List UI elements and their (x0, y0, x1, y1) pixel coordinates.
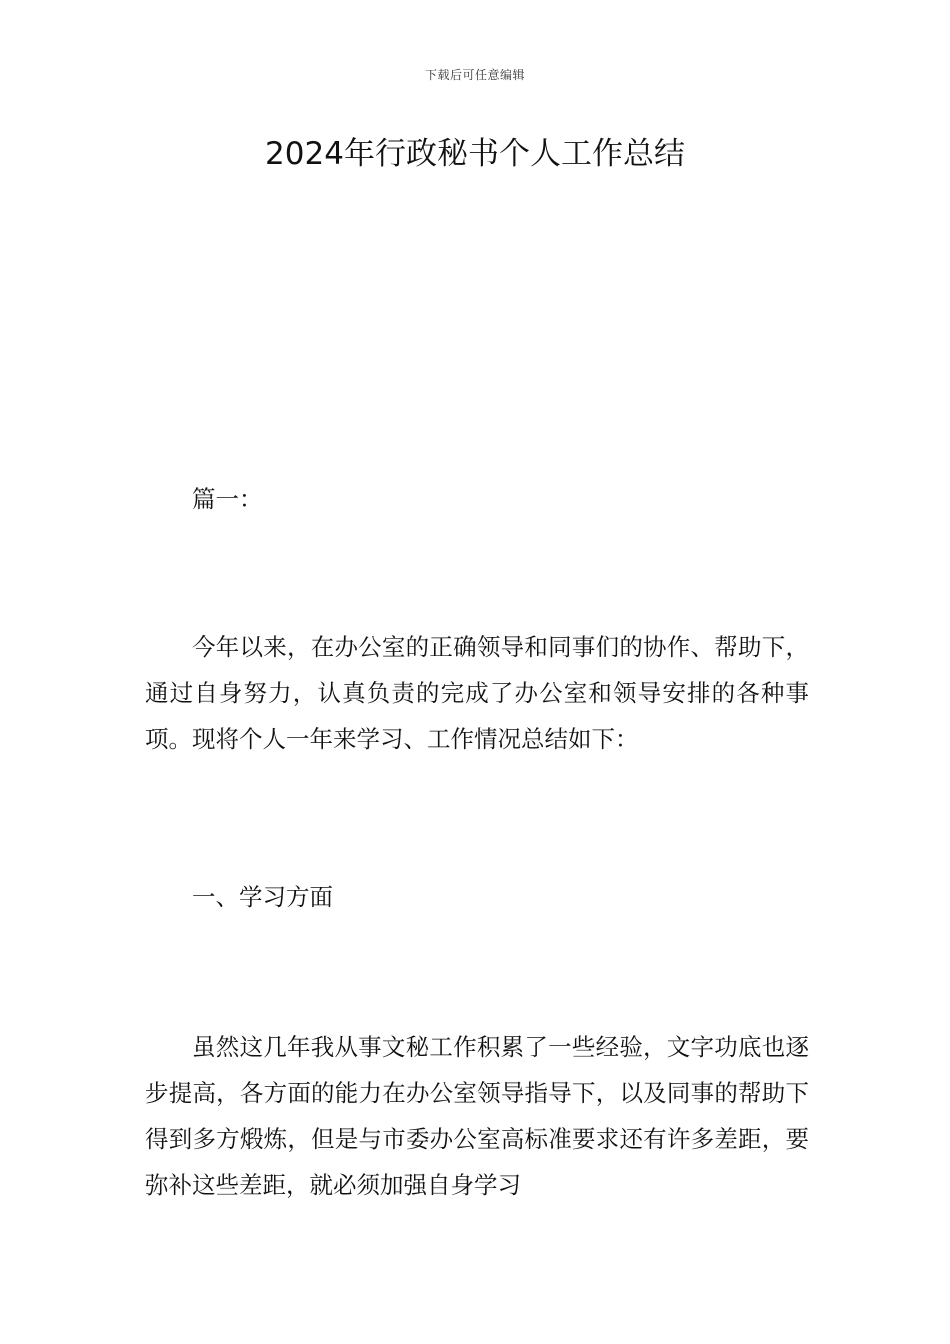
paragraph-study: 虽然这几年我从事文秘工作积累了一些经验，文字功底也逐步提高，各方面的能力在办公室领导指导下，以及同事的帮助下得到多方煅炼，但是与市委办公室高标准要求还有许多差距，要弥补这些差距，就必须加强自身学习 (145, 1033, 809, 1199)
header-note: 下载后可任意编辑 (424, 68, 525, 82)
paragraph-intro: 今年以来，在办公室的正确领导和同事们的协作、帮助下，通过自身努力，认真负责的完成了办公室和领导安排的各种事项。现将个人一年来学习、工作情况总结如下： (145, 633, 809, 753)
document-title: 2024年行政秘书个人工作总结 (265, 136, 685, 172)
section-label: 篇一： (192, 485, 263, 513)
section-heading-study: 一、学习方面 (192, 883, 333, 911)
